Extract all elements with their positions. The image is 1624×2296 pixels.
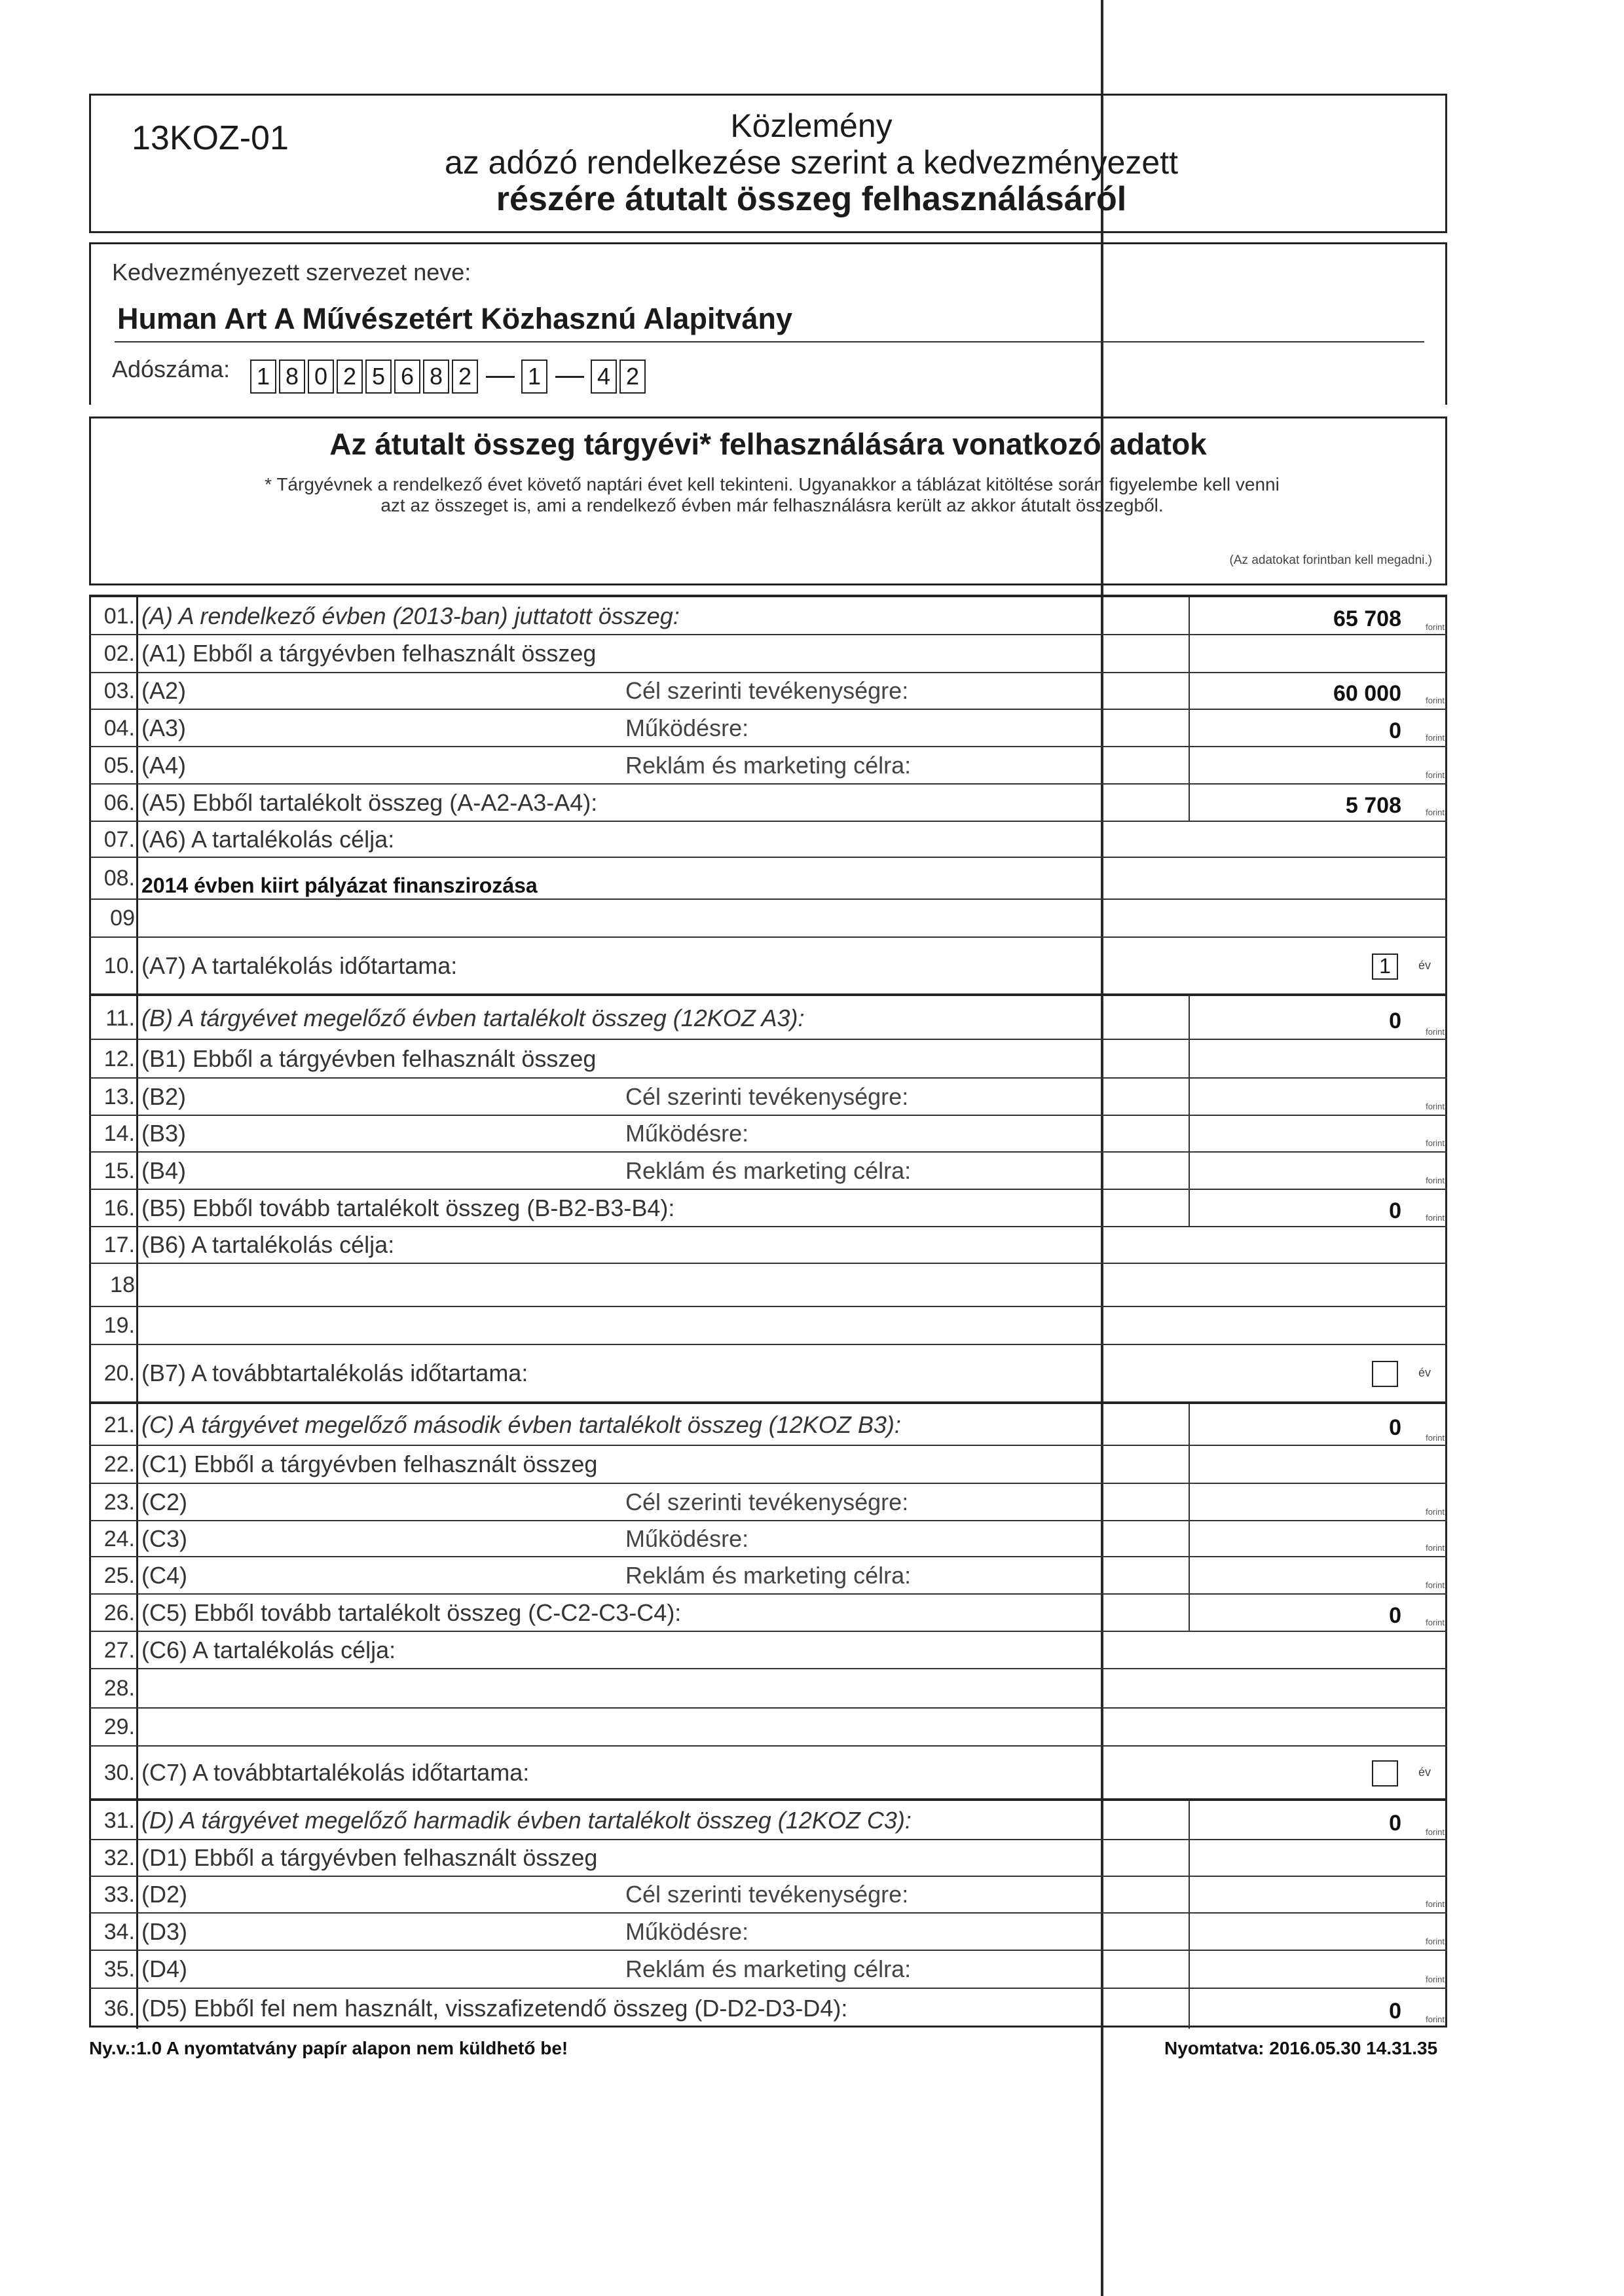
row-number: 11. [105,1005,135,1031]
table-row [89,1151,1447,1189]
row-number: 06. [103,790,135,815]
row-number: 04. [103,715,135,741]
row-number-separator [136,1153,138,1190]
tax-digit: 5 [365,360,392,394]
row-label: (D) A tárgyévet megelőző harmadik évben tartalékolt összeg (12KOZ C3): [141,1807,912,1834]
amount-field[interactable] [1189,673,1447,710]
section-note-line-2: azt az összeget is, ami a rendelkező évben már felhasználásra került az akkor átutalt összegből. [380,495,1164,515]
amount-field[interactable] [1189,1951,1447,1989]
table-row [89,709,1447,746]
table-row [89,1950,1447,1988]
row-number-separator [136,1227,138,1264]
org-name-underline [115,341,1424,343]
row-number-separator [136,1747,138,1800]
amount-field[interactable] [1189,1801,1447,1842]
row-number-separator [136,1801,138,1842]
row-category-label: Cél szerinti tevékenységre: [625,1488,909,1515]
amount-field[interactable] [1189,1079,1447,1116]
row-number: 08. [103,866,135,891]
table-row [89,1189,1447,1226]
row-number: 14. [103,1121,135,1146]
row-label: (B5) Ebből tovább tartalékolt összeg (B-B2-B3-B4): [141,1194,675,1221]
row-number: 18 [110,1272,135,1297]
duration-year-field[interactable] [1372,1760,1398,1787]
amount-value: 0 [1389,1811,1401,1836]
row-number-separator [136,1632,138,1669]
amount-field[interactable] [1189,1404,1447,1447]
table-row [89,1798,1447,1839]
row-number-separator [136,1484,138,1521]
row-category-label: Működésre: [625,714,749,741]
tax-digit: 4 [591,360,617,394]
amount-value: 60 000 [1333,681,1401,706]
amount-field[interactable] [1189,710,1447,747]
table-row [89,1226,1447,1263]
duration-year-field[interactable] [1372,1361,1398,1387]
amount-unit-label: forint [1426,1543,1445,1553]
year-unit-label: év [1418,1765,1431,1779]
row-number: 24. [103,1526,135,1551]
amount-field[interactable] [1189,785,1447,822]
row-number: 15. [103,1158,135,1183]
row-number-separator [136,1840,138,1877]
year-unit-label: év [1418,958,1431,972]
row-number-separator [136,1557,138,1595]
row-label: (D5) Ebből fel nem használt, visszafizetendő összeg (D-D2-D3-D4): [141,1994,848,2022]
row-number: 02. [103,641,135,666]
title-line-2: az adózó rendelkezése szerint a kedvezményezett [444,144,1179,181]
table-row [89,1483,1447,1520]
amount-field[interactable] [1189,1840,1447,1877]
row-number-separator [136,858,138,900]
row-number-separator [136,1914,138,1951]
row-category-label: Cél szerinti tevékenységre: [625,677,909,704]
table-row [89,672,1447,709]
tax-digit: 1 [521,360,547,394]
row-label: (C) A tárgyévet megelőző második évben tartalékolt összeg (12KOZ B3): [141,1411,901,1438]
amount-unit-label: forint [1426,1027,1445,1037]
form-header [89,94,1447,233]
table-row [89,1344,1447,1401]
row-label: (C4) [141,1561,187,1589]
row-number: 22. [103,1452,135,1477]
row-label: (C2) [141,1488,187,1515]
amount-unit-label: forint [1426,1213,1445,1223]
row-number: 10. [103,953,135,978]
table-row [89,1745,1447,1798]
row-label: (A3) [141,714,187,741]
amount-value: 0 [1389,1198,1401,1223]
tax-digit: 6 [394,360,420,394]
row-label: (D2) [141,1881,187,1908]
table-row [89,821,1447,857]
data-section-header [89,417,1447,585]
row-label: (D1) Ebből a tárgyévben felhasznált összeg [141,1844,598,1871]
section-note-line-1: * Tárgyévnek a rendelkező évet követő naptári évet kell tekinteni. Ugyanakkor a táblázat kitöltése során figyelembe kell venni [265,474,1280,494]
amount-field[interactable] [1189,635,1447,673]
table-row [89,1556,1447,1593]
amount-value: 0 [1389,1602,1401,1628]
row-number: 07. [103,826,135,852]
row-number: 20. [103,1361,135,1386]
row-number: 25. [103,1563,135,1588]
amount-unit-label: forint [1426,1899,1445,1909]
amount-unit-label: forint [1426,807,1445,817]
row-number: 19. [103,1313,135,1338]
row-label: (B3) [141,1120,187,1147]
row-category-label: Reklám és marketing célra: [625,751,912,779]
amount-field[interactable] [1189,597,1447,637]
row-number-separator [136,1190,138,1227]
table-row [89,1839,1447,1876]
table-row [89,898,1447,936]
tax-number-label: Adószáma: [112,356,231,382]
row-label: (C7) A továbbtartalékolás időtartama: [141,1758,530,1786]
amount-field[interactable] [1189,1116,1447,1153]
organization-section [89,242,1447,405]
table-row [89,1039,1447,1077]
tax-digit: 8 [279,360,305,394]
row-number: 01. [103,604,135,629]
row-number: 35. [103,1957,135,1982]
row-number: 31. [103,1808,135,1833]
amount-unit-label: forint [1426,695,1445,705]
row-number: 03. [103,678,135,703]
amount-field[interactable] [1189,747,1447,785]
amount-field[interactable] [1189,1557,1447,1595]
amount-field[interactable] [1189,1484,1447,1521]
table-row [89,746,1447,783]
row-label: (C5) Ebből tovább tartalékolt összeg (C-C2-C3-C4): [141,1599,682,1626]
row-category-label: Működésre: [625,1525,749,1552]
table-row [89,1445,1447,1483]
row-number: 32. [103,1845,135,1870]
row-number: 09 [110,906,135,931]
tax-digit: 8 [423,360,449,394]
row-number-separator [136,1116,138,1153]
year-unit-label: év [1418,1366,1431,1379]
row-label: (B4) [141,1157,187,1184]
amount-value: 0 [1389,1008,1401,1033]
title-line-1: Közlemény [730,107,893,144]
table-row [89,1876,1447,1912]
amount-value: 65 708 [1333,606,1401,631]
row-number: 34. [103,1919,135,1944]
row-number-separator [136,710,138,747]
table-row [89,1912,1447,1950]
org-name-label: Kedvezményezett szervezet neve: [112,259,471,286]
table-row [89,1707,1447,1745]
table-row [89,634,1447,672]
table-row [89,1631,1447,1668]
row-number-separator [136,1079,138,1116]
amount-unit-label: forint [1426,1974,1445,1984]
table-row [89,936,1447,993]
row-number-separator [136,1040,138,1079]
table-row [89,1668,1447,1707]
amount-unit-label: forint [1426,1618,1445,1627]
row-number: 12. [103,1046,135,1071]
tax-digit: 2 [337,360,363,394]
row-number: 33. [103,1882,135,1907]
row-number-separator [136,1709,138,1747]
row-number-separator [136,1446,138,1484]
table-row [89,1306,1447,1344]
row-label: (D3) [141,1917,187,1945]
row-label: (A) A rendelkező évben (2013-ban) juttatott összeg: [141,602,680,629]
amount-value: 5 708 [1345,792,1401,818]
table-row [89,1263,1447,1306]
form-title [353,107,1270,217]
row-label: (B6) A tartalékolás célja: [141,1231,395,1258]
row-number-separator [136,1521,138,1557]
amount-unit-label: forint [1426,1176,1445,1185]
row-label: (B1) Ebből a tárgyévben felhasznált összeg [141,1045,597,1072]
duration-year-field[interactable]: 1 [1372,954,1398,980]
amount-unit-label: forint [1426,2014,1445,2024]
amount-unit-label: forint [1426,1580,1445,1590]
amount-unit-label: forint [1426,1936,1445,1946]
row-number: 13. [103,1084,135,1109]
row-number-separator [136,900,138,938]
amount-field[interactable] [1189,996,1447,1041]
amount-field[interactable] [1189,1446,1447,1484]
amount-field[interactable] [1189,1595,1447,1632]
amount-field[interactable] [1189,1914,1447,1951]
row-number: 23. [103,1489,135,1515]
row-number: 26. [103,1600,135,1625]
row-number: 28. [103,1676,135,1701]
row-label: (B2) [141,1083,187,1110]
table-row [89,993,1447,1039]
table-row [89,1401,1447,1445]
row-number-separator [136,597,138,637]
row-number-separator [136,1595,138,1632]
row-label: (A5) Ebből tartalékolt összeg (A-A2-A3-A4): [141,788,598,816]
tax-digit: 2 [452,360,478,394]
row-number-separator [136,747,138,785]
row-label: (C1) Ebből a tárgyévben felhasznált összeg [141,1451,598,1477]
row-number-separator [136,1877,138,1914]
amount-unit-label: forint [1426,1827,1445,1837]
row-category-label: Működésre: [625,1120,749,1147]
amount-field[interactable] [1189,1190,1447,1227]
section-note [130,474,1414,516]
row-number-separator [136,785,138,822]
table-row [89,1593,1447,1631]
row-label: (A4) [141,751,187,779]
row-number-separator [136,996,138,1041]
row-number: 05. [103,752,135,778]
amount-unit-label: forint [1426,1138,1445,1148]
table-row [89,1077,1447,1115]
row-number: 36. [103,1995,135,2021]
row-number: 17. [103,1232,135,1257]
row-label: (A2) [141,677,187,704]
amount-field[interactable] [1189,1521,1447,1557]
row-number: 21. [103,1413,135,1437]
row-label: (D4) [141,1955,187,1982]
row-label: (A7) A tartalékolás időtartama: [141,952,458,979]
table-row [89,783,1447,821]
amount-unit-label: forint [1426,1433,1445,1443]
amount-unit-label: forint [1426,622,1445,632]
row-number: 30. [103,1760,135,1785]
section-title: Az átutalt összeg tárgyévi* felhasználására vonatkozó adatok [329,427,1207,461]
amount-value: 0 [1389,1415,1401,1440]
row-number-separator [136,1345,138,1403]
row-number-separator [136,1404,138,1447]
print-timestamp: Nyomtatva: 2016.05.30 14.31.35 [1164,2038,1438,2058]
row-label: (A6) A tartalékolás célja: [141,825,395,853]
table-row [89,857,1447,898]
tax-number-boxes [250,360,648,394]
row-label: 2014 évben kiirt pályázat finanszirozása [141,874,538,897]
table-row [89,1988,1447,2028]
row-number-separator [136,635,138,673]
table-row [89,1520,1447,1556]
amount-field[interactable] [1189,1040,1447,1079]
amount-value: 0 [1389,718,1401,743]
tax-digit: 2 [619,360,646,394]
row-category-label: Működésre: [625,1917,749,1945]
amount-field[interactable] [1189,1877,1447,1914]
tax-digit: 0 [308,360,334,394]
amount-unit-label: forint [1426,1507,1445,1517]
row-label: (C3) [141,1525,187,1552]
footer-note: Ny.v.:1.0 A nyomtatvány papír alapon nem küldhető be! [89,2038,568,2058]
tax-dash [486,376,515,378]
row-label: (B7) A továbbtartalékolás időtartama: [141,1360,528,1386]
row-category-label: Reklám és marketing célra: [625,1157,912,1184]
row-number-separator [136,1951,138,1989]
row-number-separator [136,1307,138,1345]
row-category-label: Cél szerinti tevékenységre: [625,1083,909,1110]
row-category-label: Reklám és marketing célra: [625,1955,912,1982]
row-number-separator [136,1989,138,2029]
row-label: (B) A tárgyévet megelőző évben tartalékolt összeg (12KOZ A3): [141,1004,805,1031]
form-code: 13KOZ-01 [132,119,289,157]
row-number-separator [136,1264,138,1307]
amount-field[interactable] [1189,1153,1447,1190]
amount-unit-label: forint [1426,1102,1445,1111]
row-number: 27. [103,1637,135,1663]
unit-note: (Az adatokat forintban kell megadni.) [1229,553,1432,567]
row-category-label: Reklám és marketing célra: [625,1561,912,1589]
row-number-separator [136,673,138,710]
tax-digit: 1 [250,360,276,394]
row-number-separator [136,1669,138,1709]
tax-dash [555,376,584,378]
table-row [89,1115,1447,1151]
row-label: (A1) Ebből a tárgyévben felhasznált összeg [141,640,597,667]
amount-value: 0 [1389,1998,1401,2024]
amount-field[interactable] [1189,1989,1447,2029]
row-number: 29. [103,1714,135,1739]
row-category-label: Cél szerinti tevékenységre: [625,1881,909,1908]
row-number-separator [136,938,138,995]
org-name-value: Human Art A Művészetért Közhasznú Alapitvány [117,302,793,335]
row-label: (C6) A tartalékolás célja: [141,1636,396,1663]
table-row [89,595,1447,634]
amount-unit-label: forint [1426,770,1445,780]
amount-unit-label: forint [1426,733,1445,743]
row-number-separator [136,822,138,858]
title-line-3: részére átutalt összeg felhasználásáról [496,180,1127,218]
row-number: 16. [103,1195,135,1221]
